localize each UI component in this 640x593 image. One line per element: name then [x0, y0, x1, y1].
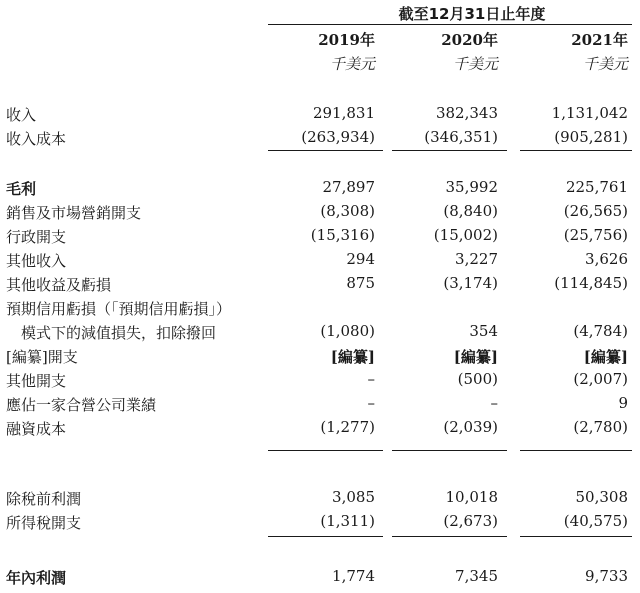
- table-row: [0, 368, 640, 392]
- value-2019: (8,308): [320, 202, 375, 220]
- subtotal-rule: [392, 150, 507, 151]
- row-label: 預期信用虧損（「預期信用虧損」）: [6, 300, 232, 318]
- value-2021: 9: [618, 394, 628, 412]
- value-2021: (25,756): [563, 226, 628, 244]
- value-2020: 7,345: [455, 567, 498, 585]
- row-label: 其他收入: [6, 252, 67, 270]
- value-2021: [編纂]: [583, 348, 628, 366]
- value-2020: 354: [469, 322, 498, 340]
- table-row: [0, 565, 640, 589]
- row-label: 除稅前利潤: [6, 490, 82, 508]
- value-2019: (15,316): [310, 226, 375, 244]
- unit-2019: 千美元: [329, 55, 375, 73]
- value-2019: 294: [346, 250, 375, 268]
- row-label: [編纂]開支: [6, 348, 78, 366]
- value-2019: 875: [346, 274, 375, 292]
- period-header: 截至12月31日止年度: [398, 5, 546, 23]
- value-2021: (2,007): [573, 370, 628, 388]
- row-label: 應佔一家合營公司業績: [6, 396, 157, 414]
- value-2020: [編纂]: [453, 348, 498, 366]
- row-label: 銷售及市場營銷開支: [6, 204, 142, 222]
- table-row: [0, 416, 640, 440]
- value-2019: (1,311): [320, 512, 375, 530]
- unit-2020: 千美元: [452, 55, 498, 73]
- value-2021: (905,281): [554, 128, 628, 146]
- subtotal-rule: [268, 150, 383, 151]
- table-row: [0, 248, 640, 272]
- value-2021: 3,626: [585, 250, 628, 268]
- value-2019: [編纂]: [330, 348, 375, 366]
- period-underline: [268, 24, 632, 25]
- value-2020: (500): [457, 370, 498, 388]
- value-2021: (26,565): [563, 202, 628, 220]
- value-2019: –: [367, 394, 375, 412]
- value-2020: (2,039): [443, 418, 498, 436]
- value-2021: 50,308: [575, 488, 628, 506]
- value-2021: (40,575): [563, 512, 628, 530]
- value-2020: –: [490, 394, 498, 412]
- subtotal-rule: [268, 450, 383, 451]
- value-2021: 9,733: [585, 567, 628, 585]
- row-label: 年內利潤: [6, 569, 67, 587]
- table-row: [0, 224, 640, 248]
- value-2019: 3,085: [332, 488, 375, 506]
- table-row: [0, 344, 640, 368]
- value-2019: (1,277): [320, 418, 375, 436]
- value-2021: (2,780): [573, 418, 628, 436]
- value-2020: 10,018: [445, 488, 498, 506]
- year-2021: 2021年: [571, 31, 628, 49]
- table-row: [0, 510, 640, 534]
- subtotal-rule: [520, 450, 632, 451]
- value-2021: (4,784): [573, 322, 628, 340]
- table-row: [0, 176, 640, 200]
- table-row: [0, 320, 640, 344]
- year-2019: 2019年: [318, 31, 375, 49]
- table-row: [0, 272, 640, 296]
- table-row: [0, 296, 640, 320]
- value-2020: (346,351): [424, 128, 498, 146]
- row-label: 融資成本: [6, 420, 67, 438]
- value-2019: (1,080): [320, 322, 375, 340]
- row-label: 毛利: [6, 180, 37, 198]
- row-label: 收入成本: [6, 130, 67, 148]
- value-2021: 225,761: [565, 178, 628, 196]
- table-row: [0, 392, 640, 416]
- value-2020: (15,002): [433, 226, 498, 244]
- table-row: [0, 126, 640, 150]
- value-2021: (114,845): [554, 274, 628, 292]
- table-row: [0, 102, 640, 126]
- subtotal-rule: [392, 450, 507, 451]
- value-2019: (263,934): [301, 128, 375, 146]
- value-2021: 1,131,042: [551, 104, 628, 122]
- row-label: 模式下的減值損失，扣除撥回: [6, 324, 217, 342]
- table-row: [0, 486, 640, 510]
- subtotal-rule: [520, 536, 632, 537]
- value-2020: 3,227: [455, 250, 498, 268]
- value-2020: (3,174): [443, 274, 498, 292]
- row-label: 其他開支: [6, 372, 67, 390]
- row-label: 所得稅開支: [6, 514, 82, 532]
- value-2020: 382,343: [435, 104, 498, 122]
- value-2020: (2,673): [443, 512, 498, 530]
- value-2019: 27,897: [322, 178, 375, 196]
- value-2020: (8,840): [443, 202, 498, 220]
- subtotal-rule: [268, 536, 383, 537]
- year-2020: 2020年: [441, 31, 498, 49]
- row-label: 其他收益及虧損: [6, 276, 112, 294]
- table-row: [0, 200, 640, 224]
- row-label: 收入: [6, 106, 37, 124]
- unit-2021: 千美元: [582, 55, 628, 73]
- value-2020: 35,992: [445, 178, 498, 196]
- value-2019: 291,831: [312, 104, 375, 122]
- subtotal-rule: [520, 150, 632, 151]
- value-2019: –: [367, 370, 375, 388]
- subtotal-rule: [392, 536, 507, 537]
- row-label: 行政開支: [6, 228, 67, 246]
- value-2019: 1,774: [332, 567, 375, 585]
